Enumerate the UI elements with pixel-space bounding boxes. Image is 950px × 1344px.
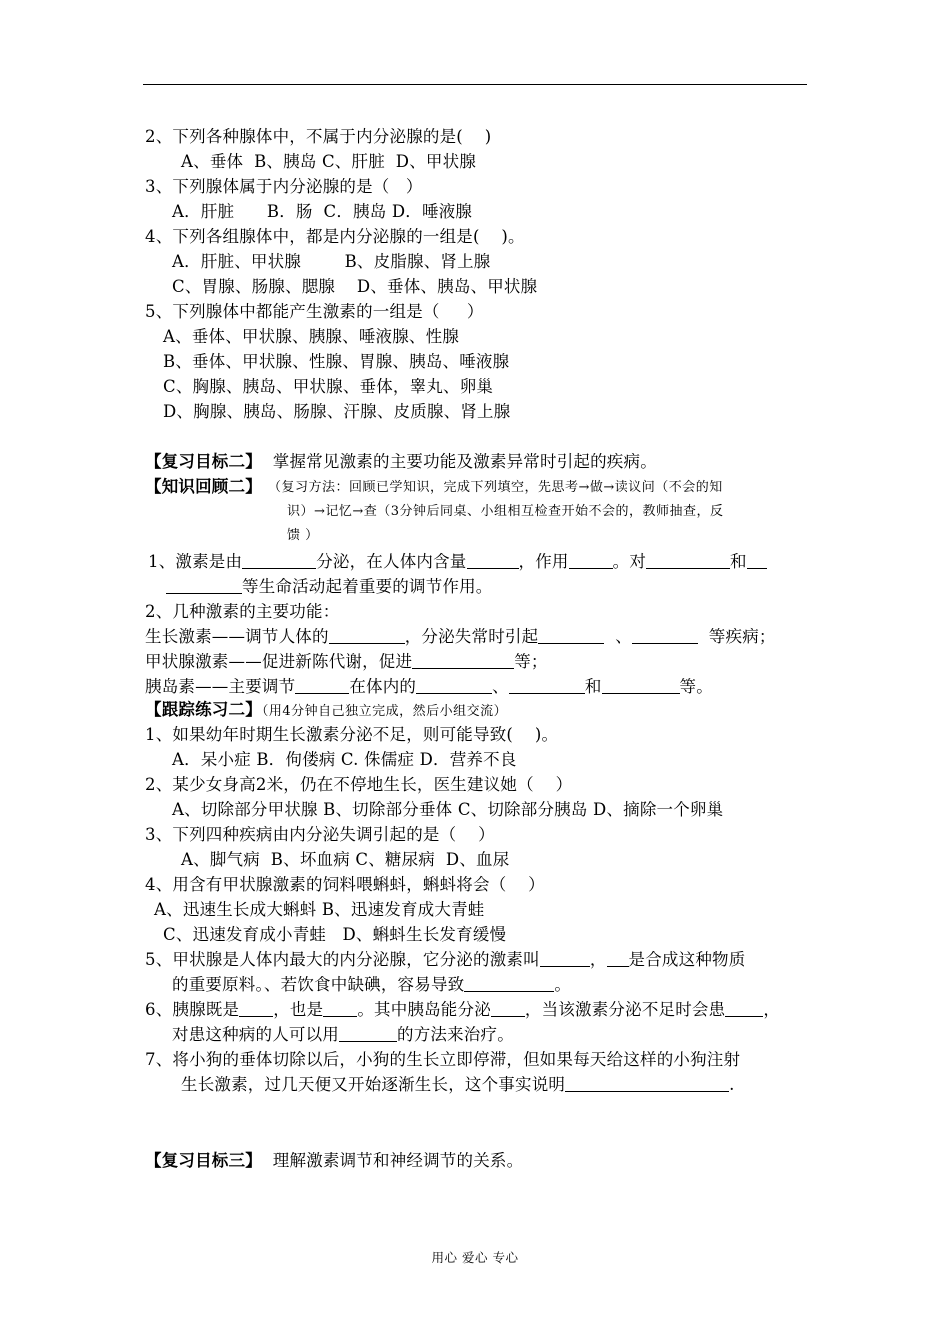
review-goal-3-text: 理解激素调节和神经调节的关系。: [261, 1151, 524, 1170]
insulin-text-d: 和: [584, 677, 602, 696]
track-question-6-text-g: 的方法来治疗。: [397, 1025, 514, 1044]
track-question-7-line-1: 7、将小狗的垂体切除以后，小狗的生长立即停滞，但如果每天给这样的小狗注射: [145, 1050, 741, 1069]
question-4: 4、下列各组腺体中，都是内分泌腺的一组是( )。: [145, 227, 525, 246]
fill-blank[interactable]: [538, 627, 604, 644]
review-goal-3: [145, 1150, 523, 1172]
fill-1-line-2: [166, 576, 493, 598]
fill-blank[interactable]: [540, 950, 590, 967]
track-question-3: 3、下列四种疾病由内分泌失调引起的是（ ）: [145, 825, 495, 844]
question-5-option-b: B、垂体、甲状腺、性腺、胃腺、胰岛、唾液腺: [163, 352, 510, 371]
fill-blank[interactable]: [491, 1000, 525, 1017]
question-5: 5、下列腺体中都能产生激素的一组是（ ）: [145, 302, 484, 321]
track-question-5-line-2: [172, 974, 571, 996]
fill-1-text-d: 。对: [612, 552, 647, 571]
thyroid-hormone-text-b: 等；: [514, 652, 548, 671]
fill-1-text-b: 分泌，在人体内含量: [316, 552, 467, 571]
insulin-line: [145, 676, 713, 698]
page-footer: 用心 爱心 专心: [431, 1250, 519, 1265]
track-question-6-text-a: 6、胰腺既是: [145, 1000, 240, 1019]
fill-blank[interactable]: [646, 552, 730, 569]
fill-blank[interactable]: [416, 677, 492, 694]
fill-blank[interactable]: [412, 652, 514, 669]
fill-blank[interactable]: [329, 627, 405, 644]
fill-1-text-c: ，作用: [518, 552, 569, 571]
track-question-6-line-1: [145, 999, 780, 1021]
review-goal-2-text: 掌握常见激素的主要功能及激素异常时引起的疾病。: [261, 452, 657, 471]
track-question-6-text-b: ，也是: [273, 1000, 324, 1019]
thyroid-hormone-line: [145, 651, 548, 673]
tracking-practice-2-note: （用4分钟自己独立完成，然后小组交流）: [261, 704, 508, 719]
growth-hormone-text-d: 等疾病；: [697, 627, 776, 646]
question-5-option-c: C、胸腺、胰岛、甲状腺、垂体，睾丸、卵巢: [163, 377, 494, 396]
track-question-4-options-ab: A、迅速生长成大蝌蚪 B、迅速发育成大青蛙: [154, 900, 485, 919]
review-goal-3-label: 【复习目标三】: [145, 1151, 262, 1170]
track-question-2-options: A、切除部分甲状腺 B、切除部分垂体 C、切除部分胰岛 D、摘除一个卵巢: [172, 800, 724, 819]
fill-blank[interactable]: [464, 975, 554, 992]
fill-blank[interactable]: [607, 950, 629, 967]
track-question-5-line-1: [145, 949, 745, 971]
header-rule: [143, 84, 807, 85]
growth-hormone-line: [145, 626, 776, 648]
track-question-7-text-b: 生长激素，过几天便又开始逐渐生长，这个事实说明: [181, 1075, 566, 1094]
knowledge-review-2-note-3: 馈 ）: [287, 528, 319, 543]
track-question-5-text-c: 是合成这种物质: [628, 950, 746, 969]
tracking-practice-2-label: 【跟踪练习二】: [145, 700, 262, 719]
fill-2: 2、几种激素的主要功能：: [145, 602, 340, 621]
fill-blank[interactable]: [632, 627, 698, 644]
fill-blank[interactable]: [747, 552, 767, 569]
track-question-5-text-d: 的重要原料。、若饮食中缺碘，容易导致: [172, 975, 465, 994]
fill-1-line-1: [148, 551, 767, 573]
question-5-option-a: A、垂体、甲状腺、胰腺、唾液腺、性腺: [163, 327, 460, 346]
insulin-text-c: 、: [492, 677, 509, 696]
thyroid-hormone-text-a: 甲状腺激素——促进新陈代谢，促进: [145, 652, 413, 671]
fill-blank[interactable]: [323, 1000, 357, 1017]
insulin-text-e: 等。: [679, 677, 713, 696]
fill-1-text-e: 和: [730, 552, 747, 571]
fill-1-text-f: 等生命活动起着重要的调节作用。: [242, 577, 493, 596]
growth-hormone-text-c: 、: [604, 627, 632, 646]
knowledge-review-2-note-2: 识）→记忆→查（3分钟后同桌、小组相互检查开始不会的，教师抽查，反: [287, 504, 724, 519]
question-2: 2、下列各种腺体中，不属于内分泌腺的是( ): [145, 127, 492, 146]
track-question-4: 4、用含有甲状腺激素的饲料喂蝌蚪，蝌蚪将会（ ）: [145, 875, 545, 894]
review-goal-2-label: 【复习目标二】: [145, 452, 262, 471]
fill-blank[interactable]: [725, 1000, 763, 1017]
insulin-text-a: 胰岛素——主要调节: [145, 677, 296, 696]
fill-blank[interactable]: [242, 552, 316, 569]
tracking-practice-2: [145, 699, 507, 723]
track-question-4-options-cd: C、迅速发育成小青蛙 D、蝌蚪生长发育缓慢: [163, 925, 507, 944]
fill-1-text-a: 1、激素是由: [148, 552, 243, 571]
fill-blank[interactable]: [295, 677, 349, 694]
track-question-3-options: A、脚气病 B、坏血病 C、糖尿病 D、血尿: [181, 850, 510, 869]
growth-hormone-text-a: 生长激素——调节人体的: [145, 627, 329, 646]
track-question-7-text-c: .: [729, 1075, 735, 1094]
fill-blank[interactable]: [509, 677, 585, 694]
track-question-5-text-a: 5、甲状腺是人体内最大的内分泌腺，它分泌的激素叫: [145, 950, 540, 969]
track-question-5-text-e: 。: [554, 975, 572, 994]
track-question-6-text-c: 。其中胰岛能分泌: [357, 1000, 491, 1019]
track-question-1: 1、如果幼年时期生长激素分泌不足，则可能导致( )。: [145, 725, 559, 744]
track-question-6-line-2: [172, 1024, 514, 1046]
fill-blank[interactable]: [166, 577, 242, 594]
question-4-options-1: A．肝脏、甲状腺 B、皮脂腺、肾上腺: [172, 252, 491, 271]
track-question-6-text-e: ，: [763, 1000, 781, 1019]
question-5-option-d: D、胸腺、胰岛、肠腺、汗腺、皮质腺、肾上腺: [163, 402, 511, 421]
track-question-2: 2、某少女身高2米，仍在不停地生长，医生建议她（ ）: [145, 775, 573, 794]
track-question-6-text-d: ，当该激素分泌不足时会患: [524, 1000, 726, 1019]
track-question-7-line-2: [181, 1074, 735, 1096]
fill-blank[interactable]: [569, 552, 613, 569]
track-question-1-options: A．呆小症 B．佝偻病 C. 侏儒症 D．营养不良: [172, 750, 517, 769]
insulin-text-b: 在体内的: [349, 677, 417, 696]
growth-hormone-text-b: ，分泌失常时引起: [404, 627, 539, 646]
fill-blank[interactable]: [339, 1025, 397, 1042]
fill-blank[interactable]: [565, 1075, 729, 1092]
question-3-options: A．肝脏 B．肠 C．胰岛 D．唾液腺: [172, 202, 473, 221]
track-question-5-text-b: ，: [589, 950, 607, 969]
question-4-options-2: C、胃腺、肠腺、腮腺 D、垂体、胰岛、甲状腺: [172, 277, 538, 296]
review-goal-2: [145, 451, 657, 473]
question-2-options: A、垂体 B、胰岛 C、肝脏 D、甲状腺: [181, 152, 477, 171]
fill-blank[interactable]: [239, 1000, 273, 1017]
knowledge-review-2-note-1: （复习方法：回顾已学知识，完成下列填空，先思考→做→读议问（不会的知: [268, 480, 723, 495]
question-3: 3、下列腺体属于内分泌腺的是（ ）: [145, 177, 423, 196]
fill-blank[interactable]: [467, 552, 519, 569]
knowledge-review-2-label: 【知识回顾二】: [145, 477, 262, 496]
fill-blank[interactable]: [602, 677, 680, 694]
track-question-6-text-f: 对患这种病的人可以用: [172, 1025, 339, 1044]
